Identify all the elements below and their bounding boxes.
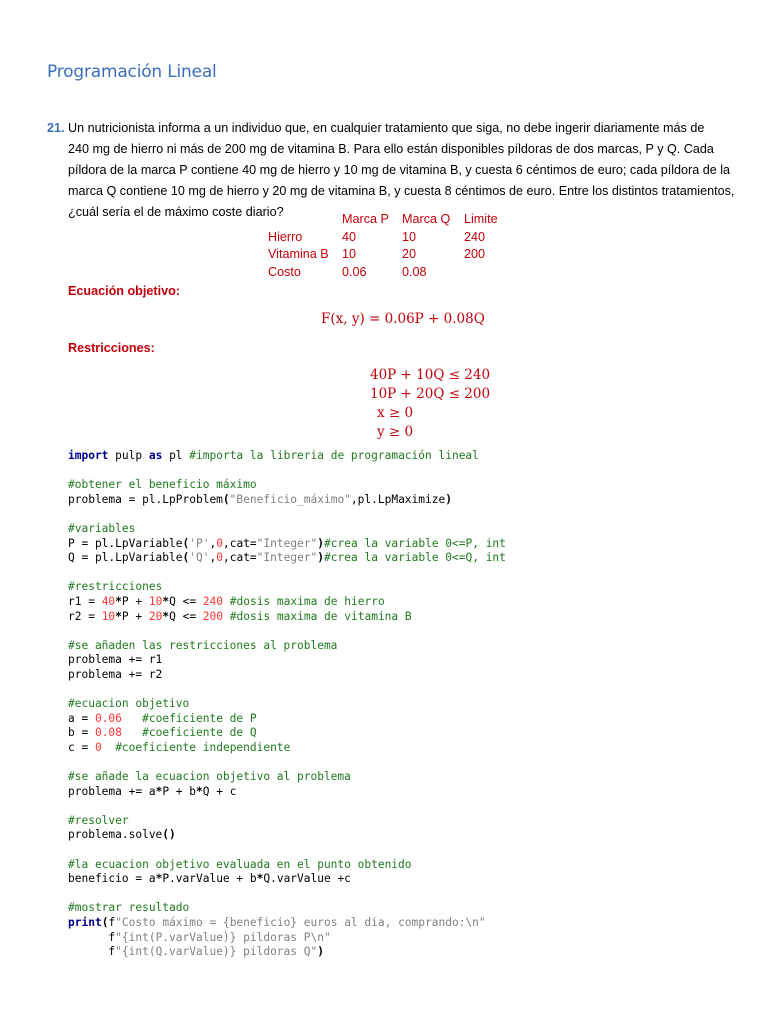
code-line	[68, 683, 506, 698]
problem-line: 240 mg de hierro ni más de 200 mg de vitamina B. Para ello están disponibles píldoras de dos marcas, P y Q. Cada	[68, 142, 714, 156]
code-line: problema += a*P + b*Q + c	[68, 784, 237, 798]
table-cell: 10	[342, 247, 357, 261]
code-line: #mostrar resultado	[68, 901, 190, 915]
code-line: #obtener el beneficio máximo	[68, 478, 257, 492]
problem-line: píldora de la marca P contiene 40 mg de hierro y 10 mg de vitamina B, y cuesta 6 céntimos de euro; cada píldora de la	[68, 163, 731, 177]
table-header: Limite	[464, 212, 498, 226]
constraint-formula: y ≥ 0	[377, 424, 414, 440]
code-line: problema += r2	[68, 667, 163, 681]
code-line: #ecuacion objetivo	[68, 697, 190, 711]
table-cell: 40	[342, 229, 357, 244]
code-line	[68, 887, 506, 902]
code-line: #restricciones	[68, 580, 163, 594]
code-line: P = pl.LpVariable('P',0,cat="Integer")#crea la variable 0<=P, int	[68, 536, 506, 550]
table-cell: 200	[464, 247, 486, 261]
table-header: Marca P	[342, 212, 389, 226]
code-line: problema = pl.LpProblem("Beneficio_máximo",pl.LpMaximize)	[68, 492, 452, 506]
problem-number: 21.	[47, 121, 65, 135]
code-line	[68, 464, 506, 479]
code-line: problema.solve()	[68, 828, 176, 842]
table-cell: Hierro	[268, 229, 303, 244]
problem-line: Un nutricionista informa a un individuo que, en cualquier tratamiento que siga, no debe ingerir diariamente más de	[68, 121, 705, 135]
code-line: f"{int(P.varValue)} pildoras P\n"	[68, 930, 331, 944]
code-line: Q = pl.LpVariable('Q',0,cat="Integer")#crea la variable 0<=Q, int	[68, 551, 506, 565]
code-line	[68, 507, 506, 522]
code-line: r2 = 10*P + 20*Q <= 200 #dosis maxima de vitamina B	[68, 609, 412, 623]
code-line: beneficio = a*P.varValue + b*Q.varValue +c	[68, 872, 351, 886]
constraint-formula: 10P + 20Q ≤ 200	[370, 386, 491, 402]
code-line: #se añaden las restricciones al problema	[68, 638, 338, 652]
code-line: b = 0.08 #coeficiente de Q	[68, 726, 257, 740]
table-cell: 0.06	[342, 264, 367, 279]
code-line: c = 0 #coeficiente independiente	[68, 740, 291, 754]
code-line	[68, 755, 506, 770]
page-title: Programación Lineal	[47, 62, 217, 82]
code-line	[68, 566, 506, 581]
constraint-formula: 40P + 10Q ≤ 240	[370, 367, 491, 383]
problem-line: ¿cuál sería el de máximo coste diario?	[68, 205, 284, 219]
table-cell: 10	[402, 229, 417, 244]
problem-text	[68, 118, 737, 223]
code-line: #resolver	[68, 813, 129, 827]
table-cell: 0.08	[402, 264, 427, 279]
code-line: import pulp as pl #importa la libreria de programación lineal	[68, 449, 479, 462]
code-line: r1 = 40*P + 10*Q <= 240 #dosis maxima de hierro	[68, 594, 385, 608]
table-cell: 20	[402, 247, 417, 261]
code-line: #variables	[68, 521, 136, 535]
table-cell: 240	[464, 229, 486, 244]
table-header: Marca Q	[402, 212, 451, 226]
constraints-label: Restricciones:	[68, 341, 155, 355]
code-line: print(f"Costo máximo = {beneficio} euros al dia, comprando:\n"	[68, 916, 486, 929]
code-line	[68, 843, 506, 858]
code-line: #se añade la ecuacion objetivo al problema	[68, 770, 351, 784]
code-line: problema += r1	[68, 653, 163, 667]
problem-statement	[47, 118, 737, 223]
objective-formula: F(x, y) = 0.06P + 0.08Q	[321, 311, 485, 327]
code-line: f"{int(Q.varValue)} pildoras Q")	[68, 945, 324, 959]
code-line	[68, 799, 506, 814]
constraint-formula: x ≥ 0	[377, 405, 414, 421]
code-block	[68, 449, 506, 960]
problem-line: marca Q contiene 10 mg de hierro y 20 mg de vitamina B, y cuesta 8 céntimos de euro. Entre los distintos tratamientos,	[68, 184, 735, 198]
code-line: a = 0.06 #coeficiente de P	[68, 711, 257, 725]
table-cell: Costo	[268, 264, 301, 279]
table-cell: Vitamina B	[268, 247, 329, 261]
objective-label: Ecuación objetivo:	[68, 284, 180, 298]
code-line: #la ecuacion objetivo evaluada en el punto obtenido	[68, 857, 412, 871]
code-line	[68, 624, 506, 639]
